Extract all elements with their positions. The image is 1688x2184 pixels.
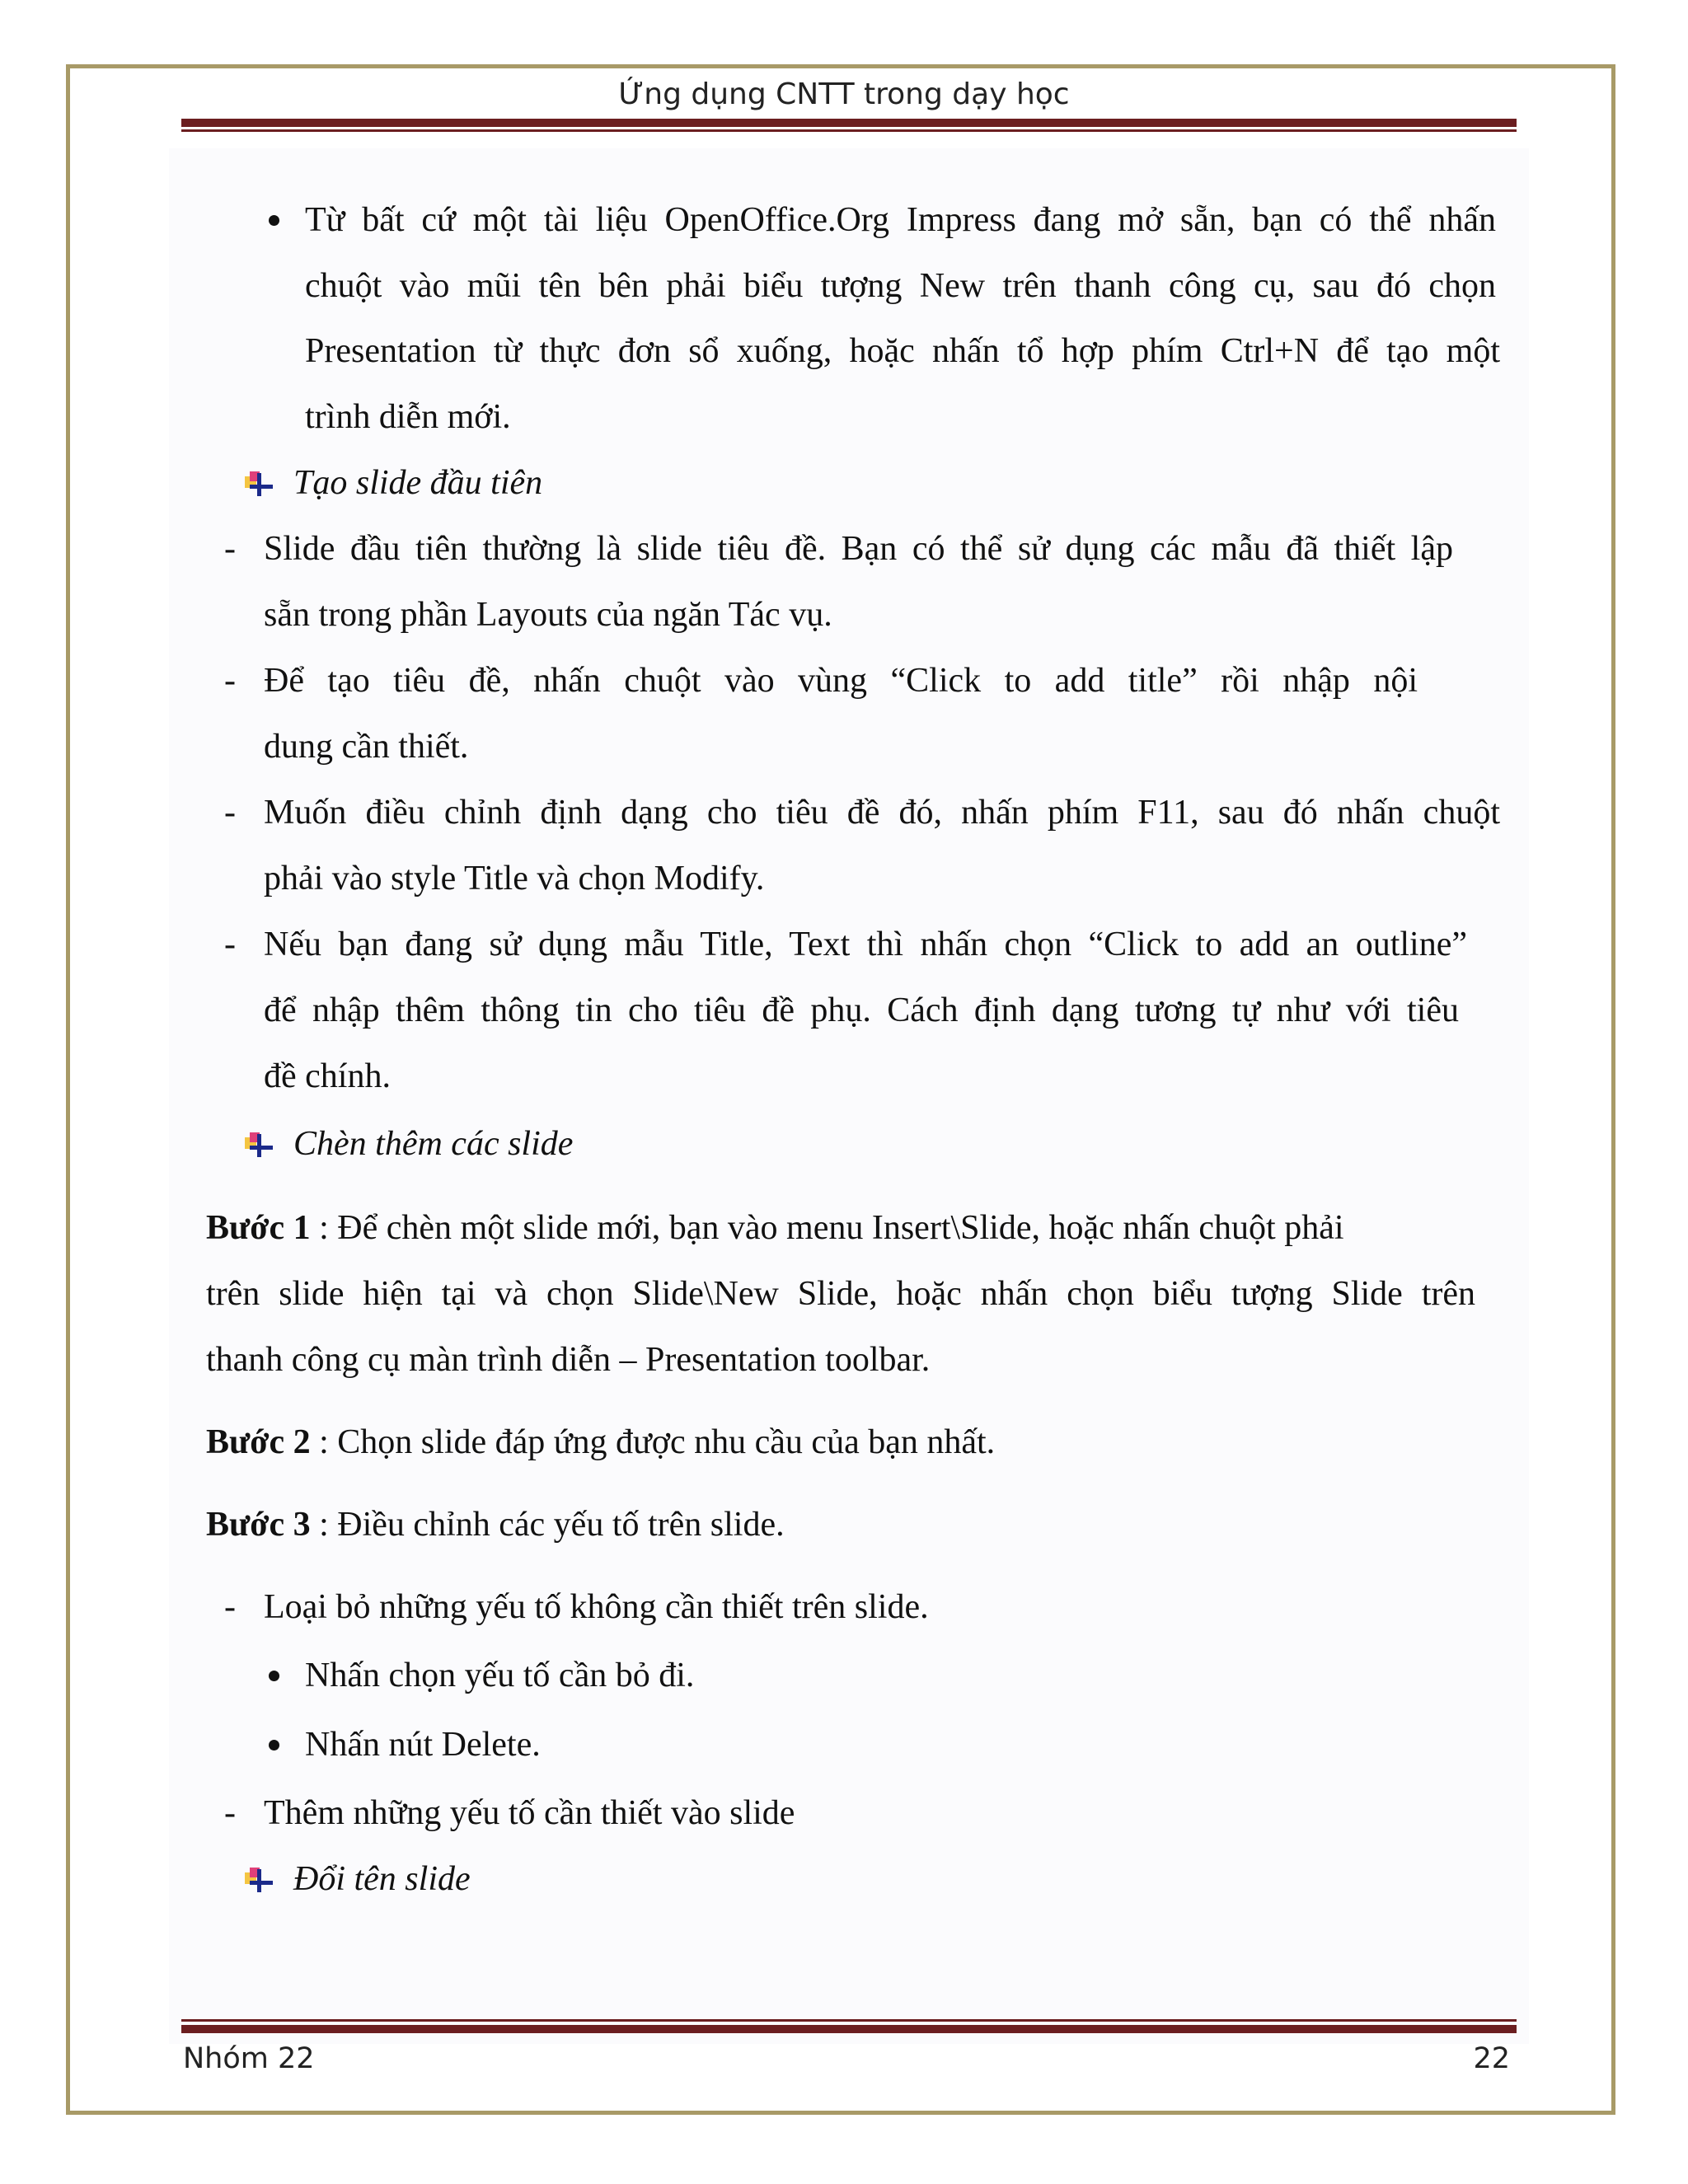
step-1-line-1 <box>206 1205 1512 1251</box>
heading-create-first-slide: Tạo slide đầu tiên <box>293 464 543 502</box>
dash-marker: - <box>224 530 236 568</box>
heading-insert-slides: Chèn thêm các slide <box>293 1125 574 1163</box>
footer-page-number: 22 <box>1473 2042 1510 2075</box>
remove-sub-1: Nhấn chọn yếu tố cần bỏ đi. <box>305 1657 695 1694</box>
dash-marker: - <box>224 662 236 700</box>
dash-marker: - <box>224 1794 236 1832</box>
bullet-dot <box>269 215 279 226</box>
dash-1-line-2: sẵn trong phần Layouts của ngăn Tác vụ. <box>264 596 832 634</box>
dash-4-line-1: Nếu bạn đang sử dụng mẫu Title, Text thì nhấn chọn “Click to add an outline” <box>264 926 1467 963</box>
dash-marker: - <box>224 926 236 963</box>
dash-4-line-3: đề chính. <box>264 1057 391 1095</box>
footer-group-name: Nhóm 22 <box>183 2042 315 2075</box>
heading-arrow-icon <box>243 470 276 499</box>
dash-marker: - <box>224 1588 236 1626</box>
step-3-text: : Điều chỉnh các yếu tố trên slide. <box>310 1506 785 1544</box>
step-1-line-3: thanh công cụ màn trình diễn – Presentation toolbar. <box>206 1341 931 1379</box>
dash-2-line-1: Để tạo tiêu đề, nhấn chuột vào vùng “Click to add title” rồi nhập nội <box>264 662 1418 700</box>
step-3-line <box>206 1502 785 1548</box>
header-rule-thin <box>181 129 1517 132</box>
heading-arrow-icon <box>243 1131 276 1160</box>
intro-line-3: Presentation từ thực đơn sổ xuống, hoặc nhấn tổ hợp phím Ctrl+N để tạo một <box>305 332 1500 370</box>
step-3-label: Bước 3 <box>206 1506 311 1544</box>
dash-2-line-2: dung cần thiết. <box>264 728 469 766</box>
remove-elements-item: Loại bỏ những yếu tố không cần thiết trên slide. <box>264 1588 929 1626</box>
step-2-text: : Chọn slide đáp ứng được nhu cầu của bạn nhất. <box>310 1423 996 1461</box>
intro-line-2: chuột vào mũi tên bên phải biểu tượng New trên thanh công cụ, sau đó chọn <box>305 267 1496 305</box>
intro-line-4: trình diễn mới. <box>305 398 511 436</box>
step-1-label: Bước 1 <box>206 1209 311 1247</box>
dash-1-line-1: Slide đầu tiên thường là slide tiêu đề. Bạn có thể sử dụng các mẫu đã thiết lập <box>264 530 1453 568</box>
footer-rule-thin <box>181 2019 1517 2022</box>
step-1-text: : Để chèn một slide mới, bạn vào menu Insert\Slide, hoặc nhấn chuột phải <box>310 1209 1344 1247</box>
add-elements-item: Thêm những yếu tố cần thiết vào slide <box>264 1794 795 1832</box>
heading-arrow-icon <box>243 1866 276 1896</box>
bullet-dot <box>269 1671 279 1681</box>
intro-line-1: Từ bất cứ một tài liệu OpenOffice.Org Impress đang mở sẵn, bạn có thể nhấn <box>305 201 1496 239</box>
dash-3-line-1: Muốn điều chỉnh định dạng cho tiêu đề đó, nhấn phím F11, sau đó nhấn chuột <box>264 794 1500 832</box>
footer-rule <box>181 2025 1517 2033</box>
bullet-dot <box>269 1740 279 1750</box>
dash-4-line-2: để nhập thêm thông tin cho tiêu đề phụ. Cách định dạng tương tự như với tiêu <box>264 991 1459 1029</box>
step-2-label: Bước 2 <box>206 1423 311 1461</box>
dash-marker: - <box>224 794 236 832</box>
header-title: Ứng dụng CNTT trong dạy học <box>618 77 1070 111</box>
remove-sub-2: Nhấn nút Delete. <box>305 1726 541 1764</box>
step-1-line-2: trên slide hiện tại và chọn Slide\New Slide, hoặc nhấn chọn biểu tượng Slide trên <box>206 1275 1475 1313</box>
header-rule <box>181 119 1517 127</box>
step-2-line <box>206 1419 995 1465</box>
heading-rename-slide: Đổi tên slide <box>293 1860 471 1898</box>
dash-3-line-2: phải vào style Title và chọn Modify. <box>264 860 765 898</box>
